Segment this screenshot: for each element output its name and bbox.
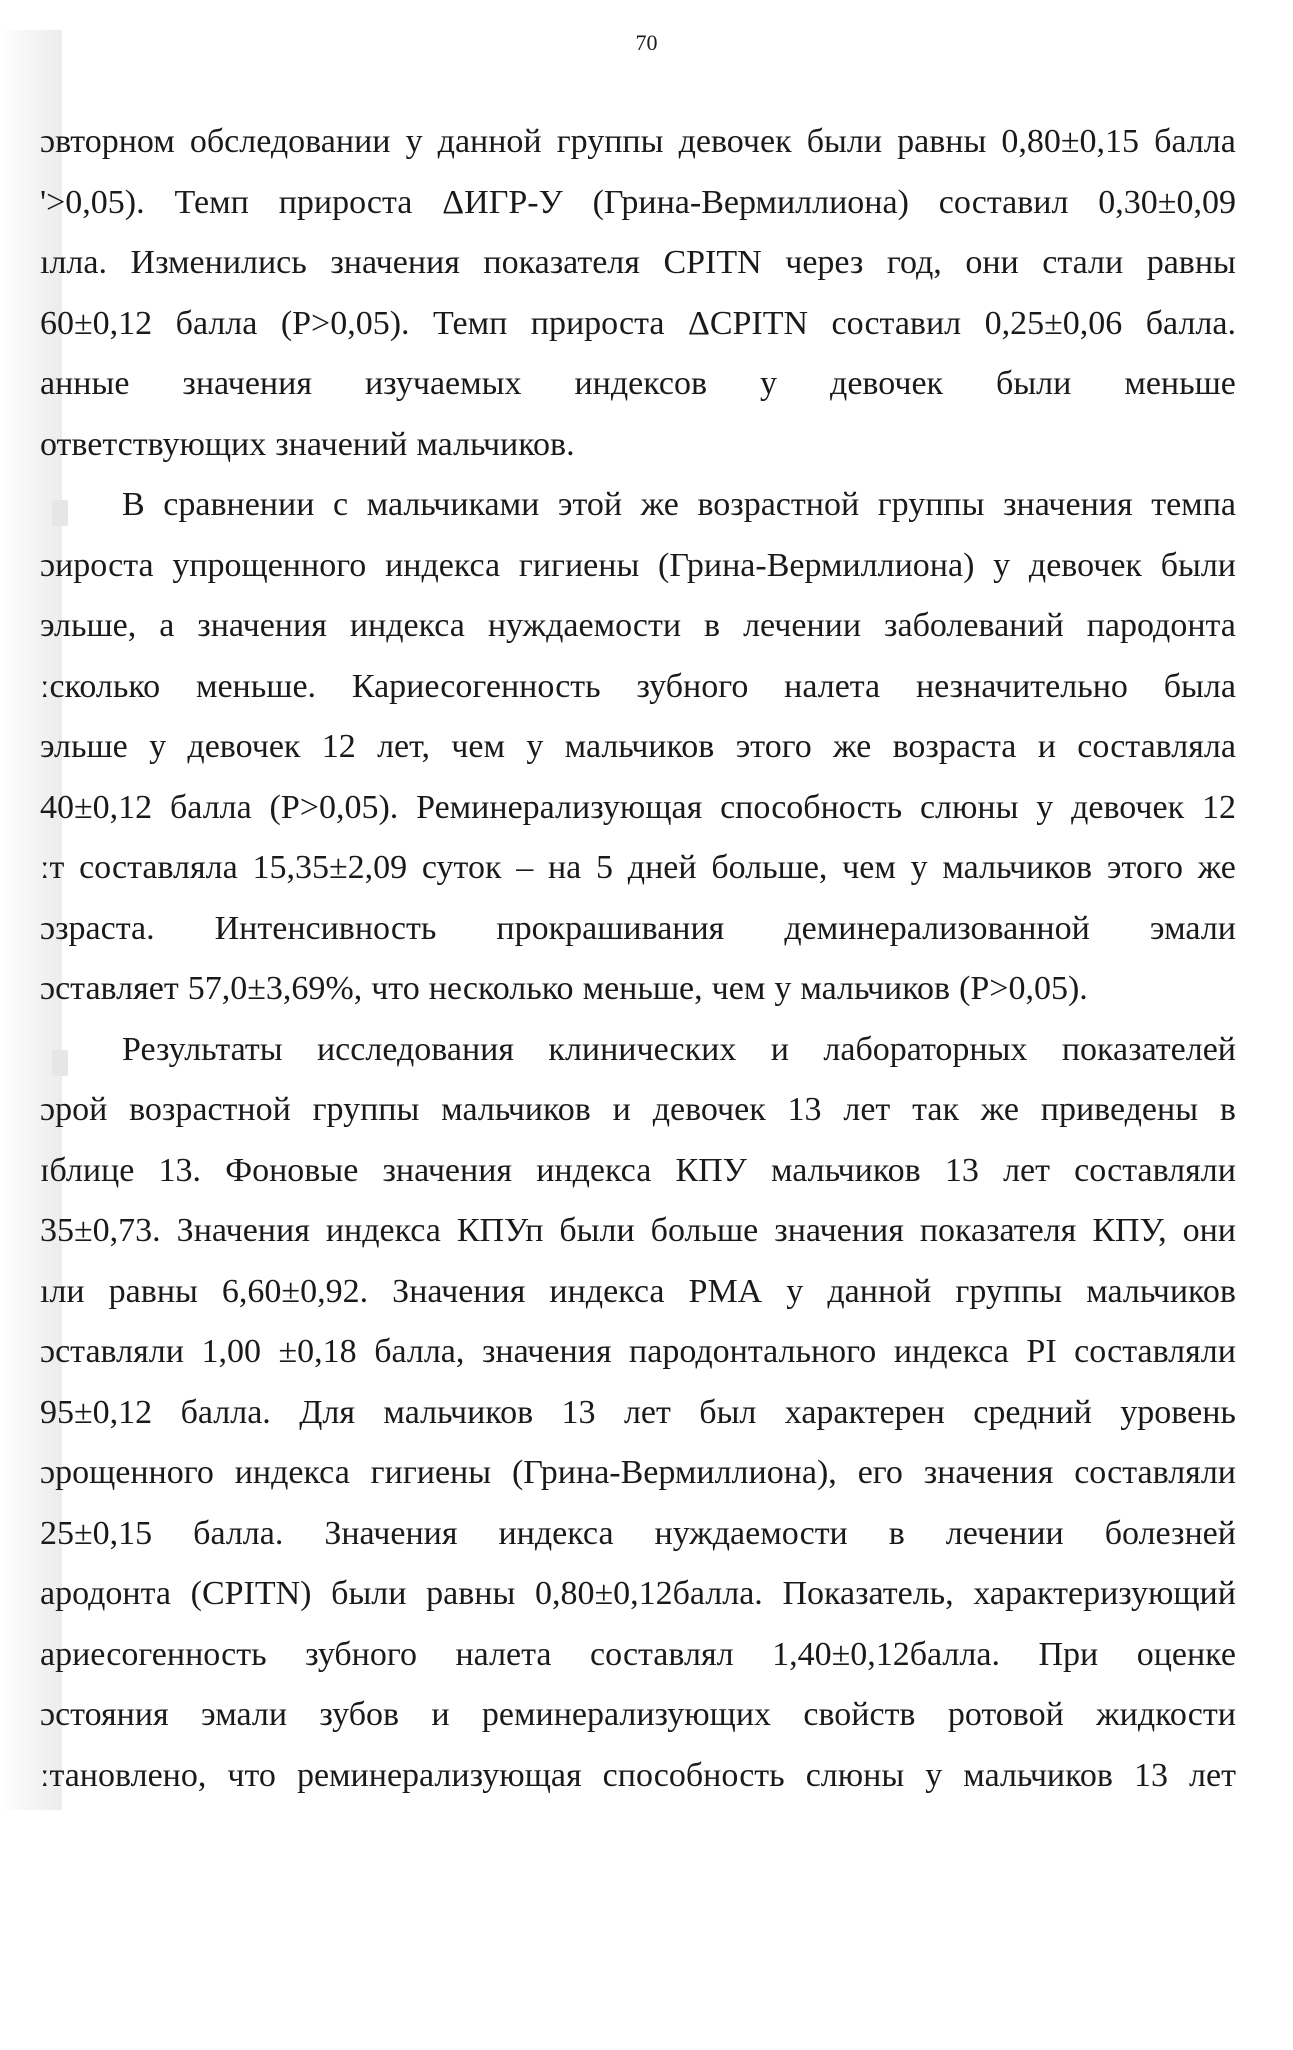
- text-line: 60±0,12 балла (P>0,05). Темп прироста ΔCPITN составил 0,25±0,06 балла.: [40, 304, 1236, 342]
- text-line: ɔрой возрастной группы мальчиков и девочек 13 лет так же приведены в: [40, 1091, 1236, 1128]
- text-line: 35±0,73. Значения индекса КПУп были больше значения показателя КПУ, они: [40, 1212, 1236, 1249]
- text-line: '>0,05). Темп прироста ΔИГР-У (Грина-Вермиллиона) составил 0,30±0,09: [40, 183, 1236, 221]
- text-line: эльше, а значения индекса нуждаемости в лечении заболеваний пародонта: [40, 607, 1236, 644]
- page-number: 70: [635, 30, 658, 55]
- text-line: 25±0,15 балла. Значения индекса нуждаемости в лечении болезней: [40, 1514, 1236, 1552]
- text-line: 40±0,12 балла (P>0,05). Реминерализующая способность слюны у девочек 12: [40, 788, 1236, 826]
- text-line: ːтановлено, что реминерализующая способность слюны у мальчиков 13 лет: [40, 1756, 1236, 1794]
- text-line: ɔироста упрощенного индекса гигиены (Грина-Вермиллиона) у девочек были: [40, 546, 1236, 584]
- text-line: В сравнении с мальчиками этой же возрастной группы значения темпа: [122, 486, 1236, 523]
- text-line: ɔставляет 57,0±3,69%, что несколько меньше, чем у мальчиков (P>0,05).: [40, 970, 1088, 1007]
- text-line: эльше у девочек 12 лет, чем у мальчиков этого же возраста и составляла: [40, 728, 1236, 765]
- text-line: ародонта (CPITN) были равны 0,80±0,12балла. Показатель, характеризующий: [40, 1575, 1236, 1612]
- text-line: анные значения изучаемых индексов у девочек были меньше: [40, 365, 1236, 402]
- text-line: 95±0,12 балла. Для мальчиков 13 лет был характерен средний уровень: [40, 1393, 1236, 1431]
- text-line: ɪблице 13. Фоновые значения индекса КПУ мальчиков 13 лет составляли: [40, 1151, 1236, 1189]
- text-line: ɔстояния эмали зубов и реминерализующих свойств ротовой жидкости: [40, 1696, 1236, 1733]
- text-line: Результаты исследования клинических и лабораторных показателей: [122, 1030, 1236, 1068]
- text-line: ɔвторном обследовании у данной группы девочек были равны 0,80±0,15 балла: [40, 123, 1236, 160]
- text-line: ɔставляли 1,00 ±0,18 балла, значения пародонтального индекса PI составляли: [40, 1333, 1236, 1370]
- text-line: ɔзраста. Интенсивность прокрашивания деминерализованной эмали: [40, 909, 1236, 947]
- text-line: ɔрощенного индекса гигиены (Грина-Вермиллиона), его значения составляли: [40, 1454, 1236, 1491]
- body-text: [40, 112, 1236, 1806]
- text-line: ıлла. Изменились значения показателя CPITN через год, они стали равны: [40, 244, 1236, 281]
- text-line: ответствующих значений мальчиков.: [40, 425, 575, 463]
- text-line: ариесогенность зубного налета составлял 1,40±0,12балла. При оценке: [40, 1635, 1236, 1673]
- text-line: ːт составляла 15,35±2,09 суток – на 5 дней больше, чем у мальчиков этого же: [40, 849, 1236, 886]
- text-line: ıли равны 6,60±0,92. Значения индекса РМА у данной группы мальчиков: [40, 1272, 1236, 1310]
- text-line: ːсколько меньше. Кариесогенность зубного налета незначительно была: [40, 667, 1236, 705]
